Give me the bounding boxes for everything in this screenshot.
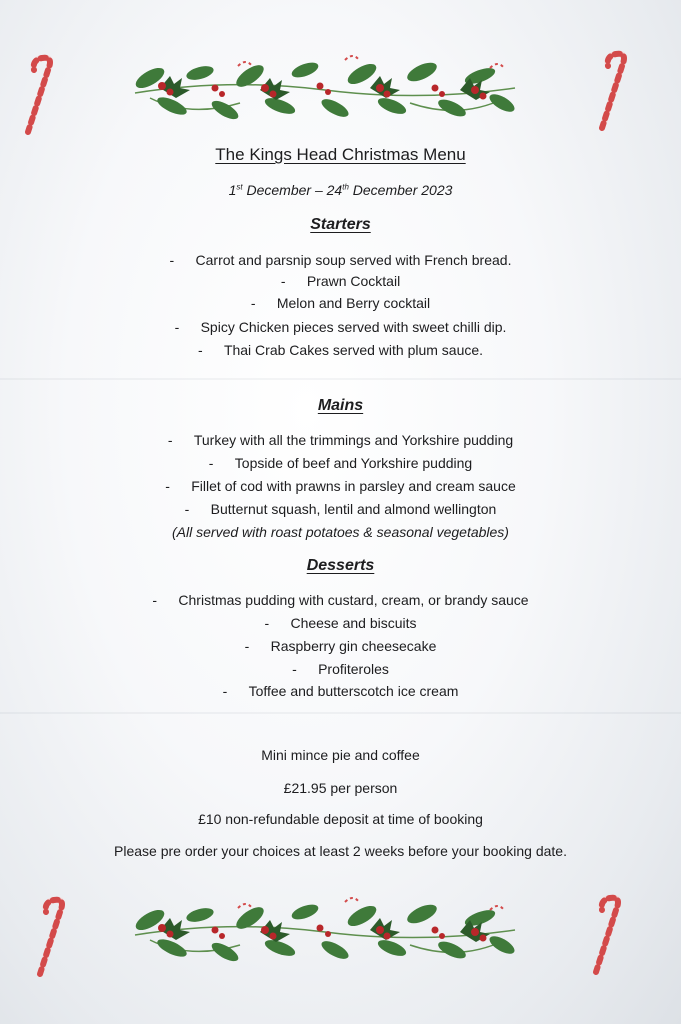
candy-cane-icon: [32, 894, 72, 979]
dessert-item-text: Christmas pudding with custard, cream, or brandy sauce: [178, 592, 529, 608]
holly-garland-icon: [130, 48, 520, 133]
item-dash: -: [292, 661, 297, 677]
starter-item: [0, 293, 681, 313]
candy-cane-icon: [20, 52, 60, 137]
price-text: £21.95 per person: [283, 780, 398, 796]
dessert-item: [0, 590, 681, 610]
menu-dates: [0, 180, 681, 200]
deposit-text: £10 non-refundable deposit at time of booking: [198, 811, 483, 827]
starter-item-text: Spicy Chicken pieces served with sweet chilli dip.: [200, 319, 507, 335]
starter-item: [0, 317, 681, 337]
starter-item: [0, 271, 681, 291]
dessert-item-text: Toffee and butterscotch ice cream: [248, 683, 459, 699]
main-item-text: Butternut squash, lentil and almond wellington: [210, 501, 497, 517]
mains-heading: Mains: [317, 397, 364, 414]
mains-note: (All served with roast potatoes & seasonal vegetables): [172, 524, 509, 540]
dessert-item: [0, 659, 681, 679]
main-item-text: Fillet of cod with prawns in parsley and cream sauce: [191, 478, 516, 494]
main-item: [0, 453, 681, 473]
item-dash: -: [222, 683, 228, 699]
candy-cane-icon: [596, 48, 636, 133]
date-start-day: 1: [228, 182, 237, 198]
starter-item-text: Melon and Berry cocktail: [276, 295, 431, 311]
candy-cane-icon: [590, 892, 630, 977]
dessert-item-text: Profiteroles: [318, 661, 389, 677]
item-dash: -: [152, 592, 158, 608]
dessert-item-text: Raspberry gin cheesecake: [270, 638, 437, 654]
main-item-text: Turkey with all the trimmings and Yorkshire pudding: [193, 432, 514, 448]
dessert-item: [0, 613, 681, 633]
starter-item: [0, 250, 681, 270]
starter-item-text: Carrot and parsnip soup served with French bread.: [195, 252, 512, 268]
paper-crease: [0, 378, 681, 380]
starter-item: [0, 340, 681, 360]
starter-item-text: Prawn Cocktail: [306, 273, 401, 289]
dessert-item-text: Cheese and biscuits: [290, 615, 417, 631]
item-dash: -: [184, 501, 190, 517]
extras-text: Mini mince pie and coffee: [261, 747, 420, 763]
item-dash: -: [174, 319, 180, 335]
dessert-item: [0, 681, 681, 701]
starters-heading: Starters: [310, 216, 371, 233]
item-dash: -: [244, 638, 250, 654]
main-item: [0, 476, 681, 496]
item-dash: -: [264, 615, 270, 631]
main-item: [0, 430, 681, 450]
item-dash: -: [169, 252, 175, 268]
preorder-text: Please pre order your choices at least 2 weeks before your booking date.: [114, 843, 567, 859]
item-dash: -: [280, 273, 286, 289]
dessert-item: [0, 636, 681, 656]
date-end-rest: December 2023: [348, 182, 453, 198]
paper-crease: [0, 712, 681, 714]
date-start-rest: December – 24: [242, 182, 343, 198]
item-dash: -: [197, 342, 203, 358]
item-dash: -: [165, 478, 170, 494]
menu-title: The Kings Head Christmas Menu: [215, 145, 466, 164]
item-dash: -: [167, 432, 173, 448]
item-dash: -: [208, 455, 214, 471]
main-item: [0, 499, 681, 519]
holly-garland-icon: [130, 890, 520, 975]
date-end-suffix: th: [342, 182, 349, 192]
main-item-text: Topside of beef and Yorkshire pudding: [234, 455, 473, 471]
starter-item-text: Thai Crab Cakes served with plum sauce.: [223, 342, 484, 358]
item-dash: -: [250, 295, 256, 311]
date-start-suffix: st: [236, 182, 243, 192]
desserts-heading: Desserts: [306, 557, 375, 574]
